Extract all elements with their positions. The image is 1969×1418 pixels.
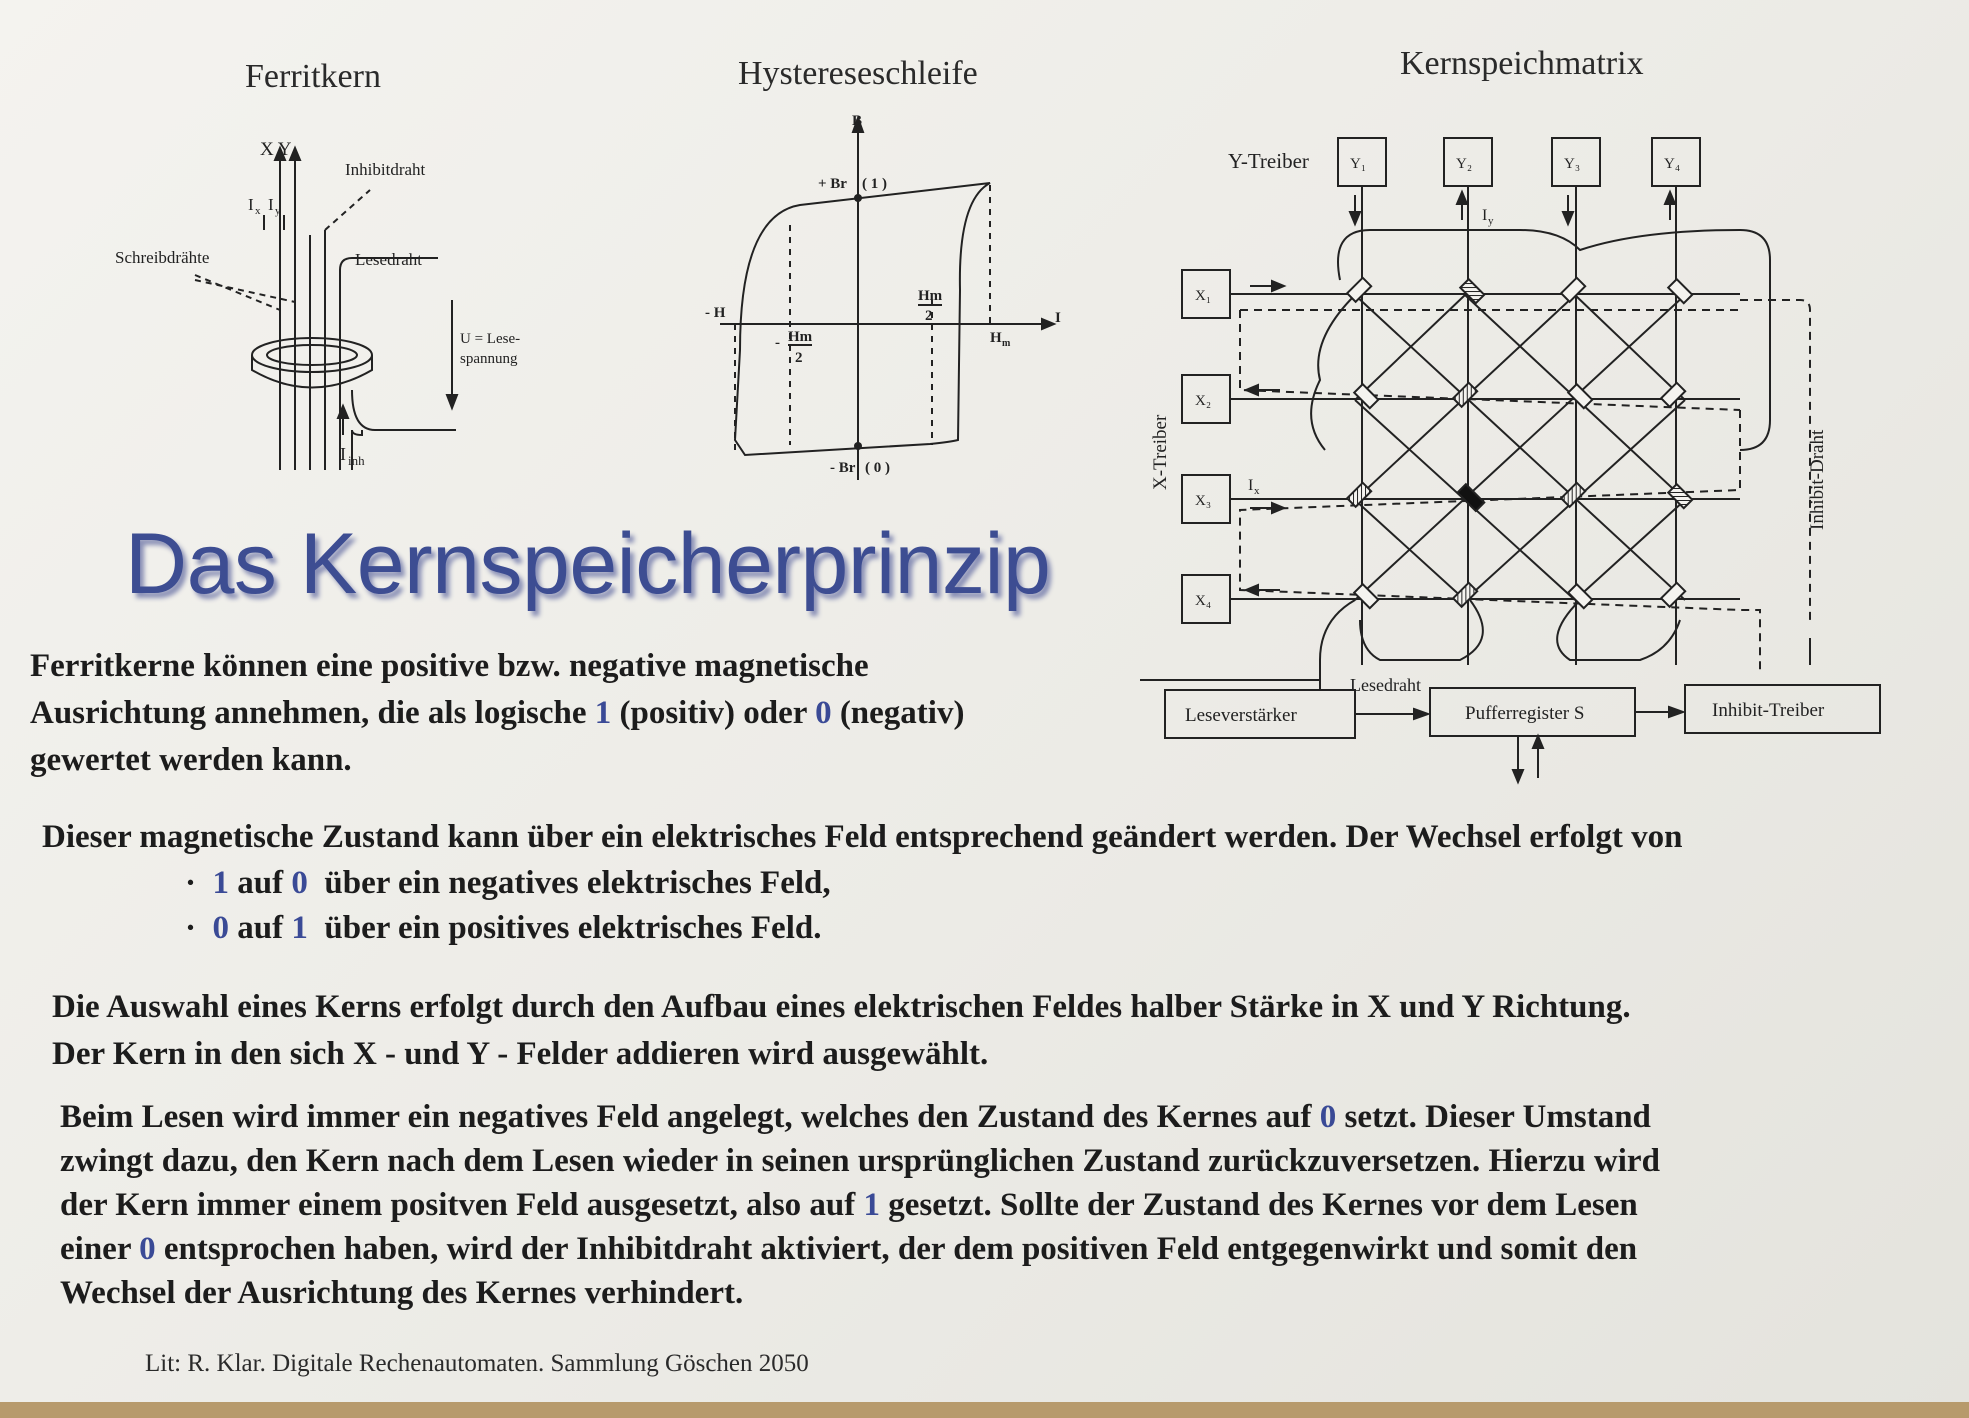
matrix-diagram — [1140, 120, 1900, 800]
value-zero: 0 — [212, 910, 230, 946]
label-i: I — [1055, 310, 1061, 326]
label-leseverstaerker: Leseverstärker — [1185, 705, 1297, 726]
table-edge — [0, 1402, 1969, 1418]
label-y2: Y₂ — [1456, 156, 1473, 172]
label-iinh-sub: inh — [348, 453, 365, 468]
intro-line-3: gewertet werden kann. — [30, 742, 352, 778]
auswahl-paragraph — [52, 984, 1631, 1078]
intro-line-1: Ferritkerne können eine positive bzw. negative magnetische — [30, 648, 869, 684]
lesen-line-4-a: einer — [60, 1231, 140, 1267]
literature-reference: Lit: R. Klar. Digitale Rechenautomaten. Sammlung Göschen 2050 — [145, 1350, 809, 1377]
label-ix-matrix-sub: x — [1254, 485, 1260, 497]
lesen-line-3 — [60, 1183, 1660, 1227]
label-state-one: ( 1 ) — [862, 176, 887, 192]
label-inhibit-draht: Inhibit-Draht — [1807, 429, 1828, 530]
value-zero: 0 — [139, 1231, 156, 1267]
bullet-1-mid: auf — [229, 865, 292, 901]
wechsel-bullet-2 — [185, 905, 821, 952]
page-title: Das Kernspeicherprinzip — [125, 516, 1051, 612]
intro-paragraph — [30, 643, 964, 784]
label-half-num: Hm — [918, 288, 943, 304]
intro-line-2-text-b: (positiv) oder — [611, 695, 816, 731]
value-zero: 0 — [1319, 1099, 1337, 1135]
label-iy-sub: y — [275, 205, 281, 217]
label-state-zero: ( 0 ) — [865, 460, 890, 476]
label-u-line2: spannung — [460, 351, 518, 367]
bullet-dot: · — [185, 910, 197, 946]
label-xy: X Y — [260, 139, 292, 160]
lesen-line-4-b: entsprochen haben, wird der Inhibitdraht aktiviert, der dem positiven Feld entgegenwirkt und somit den — [155, 1231, 1638, 1267]
intro-line-2-text-a: Ausrichtung annehmen, die als logische — [30, 695, 595, 731]
label-x4: X₄ — [1195, 593, 1212, 609]
value-zero: 0 — [815, 695, 832, 731]
auswahl-line-1: Die Auswahl eines Kerns erfolgt durch den Aufbau eines elektrischen Feldes halber Stärke in X und Y Richtung. — [52, 989, 1631, 1025]
value-one: 1 — [594, 695, 612, 731]
lesen-line-3-a: der Kern immer einem positven Feld ausgesetzt, also auf — [60, 1187, 864, 1223]
ferritkern-title: Ferritkern — [245, 58, 381, 95]
label-inhibit-treiber: Inhibit-Treiber — [1712, 700, 1825, 721]
label-inhibitdraht: Inhibitdraht — [345, 160, 426, 179]
bullet-1-text: über ein negatives elektrisches Feld, — [324, 865, 831, 901]
lesen-line-2: zwingt dazu, den Kern nach dem Lesen wieder in seinen ursprünglichen Zustand zurückzuversetzen. Hierzu wird — [60, 1143, 1660, 1179]
label-iinh: I — [340, 444, 346, 464]
label-y3: Y₃ — [1564, 156, 1581, 172]
label-ix-matrix: I — [1248, 477, 1254, 494]
value-zero: 0 — [291, 865, 308, 901]
label-u-line1: U = Lese- — [460, 331, 521, 347]
label-neg-half-den: 2 — [795, 350, 803, 366]
label-ix-sub: x — [255, 205, 261, 217]
label-b: B — [852, 113, 863, 129]
label-hm-sub: m — [1002, 338, 1011, 349]
ferritkern-diagram — [100, 130, 560, 480]
label-x-treiber: X-Treiber — [1150, 414, 1171, 490]
label-schreibdraehte: Schreibdrähte — [115, 248, 210, 267]
matrix-title: Kernspeichmatrix — [1400, 45, 1644, 82]
label-y-treiber: Y-Treiber — [1228, 149, 1309, 173]
lesen-line-1-b: setzt. Dieser Umstand — [1336, 1099, 1651, 1135]
label-x3: X₃ — [1195, 493, 1212, 509]
label-x2: X₂ — [1195, 393, 1212, 409]
lesen-paragraph — [60, 1095, 1660, 1315]
label-minus-br: - Br — [830, 460, 856, 476]
bullet-2-text: über ein positives elektrisches Feld. — [324, 910, 822, 946]
label-lesedraht-matrix: Lesedraht — [1350, 675, 1421, 695]
label-pufferregister: Pufferregister S — [1465, 703, 1585, 724]
value-one: 1 — [212, 865, 230, 901]
wechsel-bullet-1 — [185, 860, 831, 907]
hysterese-diagram — [700, 110, 1070, 490]
lesen-line-4 — [60, 1227, 1660, 1271]
label-y4: Y₄ — [1664, 156, 1681, 172]
hysterese-title: Hystereseschleife — [738, 55, 978, 92]
value-one: 1 — [291, 910, 308, 946]
lesen-line-1 — [60, 1095, 1660, 1139]
bullet-2-mid: auf — [229, 910, 292, 946]
label-neg-sign: - — [775, 335, 780, 351]
label-half-den: 2 — [925, 308, 933, 324]
label-ix: I — [248, 195, 254, 214]
label-neg-half-num: Hm — [788, 329, 813, 345]
label-lesedraht: Lesedraht — [355, 250, 423, 269]
intro-line-2-text-c: (negativ) — [831, 695, 965, 731]
bullet-dot: · — [185, 865, 197, 901]
label-plus-br: + Br — [818, 176, 847, 192]
label-iy: I — [268, 195, 274, 214]
label-x1: X₁ — [1195, 288, 1212, 304]
label-hm: H — [990, 330, 1002, 346]
auswahl-line-2: Der Kern in den sich X - und Y - Felder addieren wird ausgewählt. — [52, 1036, 989, 1072]
wechsel-line-1: Dieser magnetische Zustand kann über ein elektrisches Feld entsprechend geändert werden. Der Wechsel erfolgt von — [42, 819, 1683, 855]
value-one: 1 — [863, 1187, 881, 1223]
lesen-line-3-b: gesetzt. Sollte der Zustand des Kernes vor dem Lesen — [880, 1187, 1638, 1223]
lesen-line-5: Wechsel der Ausrichtung des Kernes verhindert. — [60, 1275, 744, 1311]
label-iy-matrix-sub: y — [1488, 215, 1494, 227]
label-minus-hm: - H — [705, 305, 726, 321]
label-y1: Y₁ — [1350, 156, 1367, 172]
lesen-line-1-a: Beim Lesen wird immer ein negatives Feld angelegt, welches den Zustand des Kernes auf — [60, 1099, 1320, 1135]
intro-line-2 — [30, 690, 964, 737]
label-iy-matrix: I — [1482, 207, 1488, 224]
